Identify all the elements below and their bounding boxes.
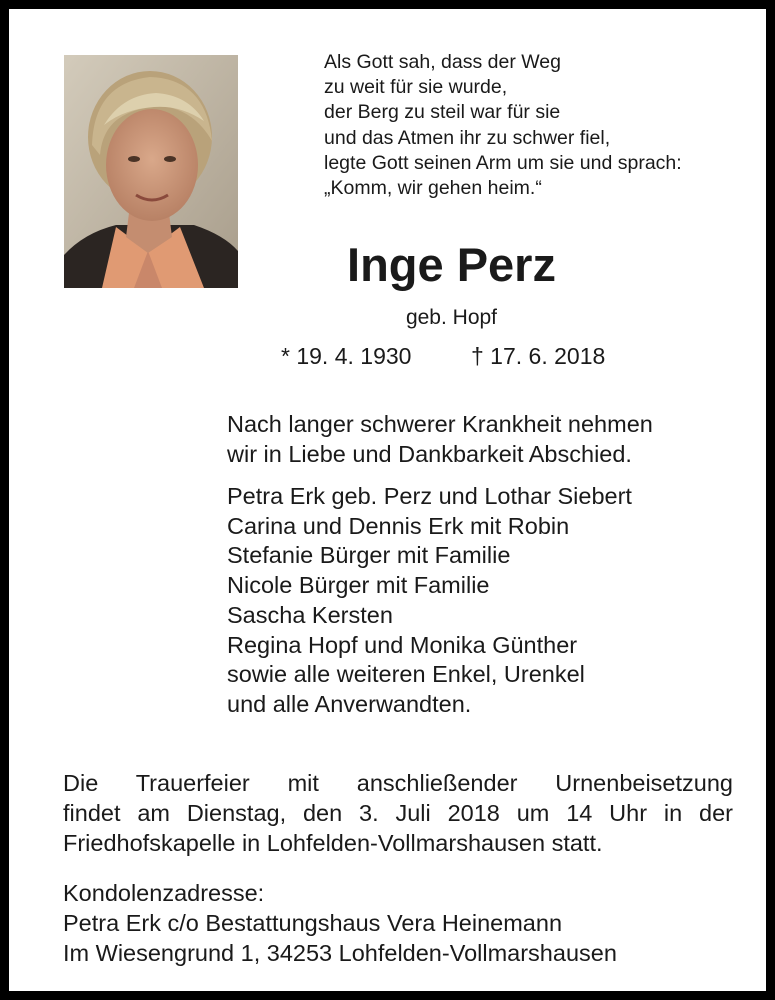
- poem-line: und das Atmen ihr zu schwer fiel,: [324, 126, 611, 149]
- farewell-text: [227, 410, 653, 469]
- deceased-name: Inge Perz: [347, 238, 556, 291]
- farewell-line: wir in Liebe und Dankbarkeit Abschied.: [227, 440, 632, 467]
- address-line: Petra Erk c/o Bestattungshaus Vera Heinemann: [63, 910, 563, 936]
- service-line: Friedhofskapelle in Lohfelden-Vollmarshausen statt.: [63, 830, 603, 856]
- address-line: Im Wiesengrund 1, 34253 Lohfelden-Vollmarshausen: [63, 940, 617, 966]
- mourner-line: Nicole Bürger mit Familie: [227, 572, 490, 599]
- poem-line: zu weit für sie wurde,: [324, 76, 508, 99]
- farewell-line: Nach langer schwerer Krankheit nehmen: [227, 411, 653, 437]
- mourner-line: Regina Hopf und Monika Günther: [227, 631, 578, 658]
- maiden-name: geb. Hopf: [405, 306, 498, 329]
- birth-date: * 19. 4. 1930: [281, 343, 412, 369]
- poem: [324, 50, 682, 201]
- mourner-line: Sascha Kersten: [227, 601, 393, 628]
- mourner-line: Carina und Dennis Erk mit Robin: [227, 512, 570, 539]
- mourners-list: [227, 482, 632, 720]
- mourner-line: und alle Anverwandten.: [227, 690, 472, 717]
- mourner-line: Petra Erk geb. Perz und Lothar Siebert: [227, 483, 632, 509]
- condolence-address: [63, 878, 617, 968]
- mourner-line: Stefanie Bürger mit Familie: [227, 542, 511, 569]
- poem-line: der Berg zu steil war für sie: [324, 101, 561, 124]
- service-line: Die Trauerfeier mit anschließender Urnenbeisetzung: [63, 770, 733, 796]
- address-heading: Kondolenzadresse:: [63, 880, 265, 906]
- poem-line: legte Gott seinen Arm um sie und sprach:: [324, 151, 682, 174]
- death-date: † 17. 6. 2018: [471, 343, 606, 369]
- poem-line: Als Gott sah, dass der Weg: [324, 51, 561, 73]
- poem-line: „Komm, wir gehen heim.“: [324, 177, 542, 200]
- service-line: findet am Dienstag, den 3. Juli 2018 um 14 Uhr in der: [63, 800, 733, 826]
- mourner-line: sowie alle weiteren Enkel, Urenkel: [227, 661, 585, 688]
- funeral-service-info: [63, 768, 733, 858]
